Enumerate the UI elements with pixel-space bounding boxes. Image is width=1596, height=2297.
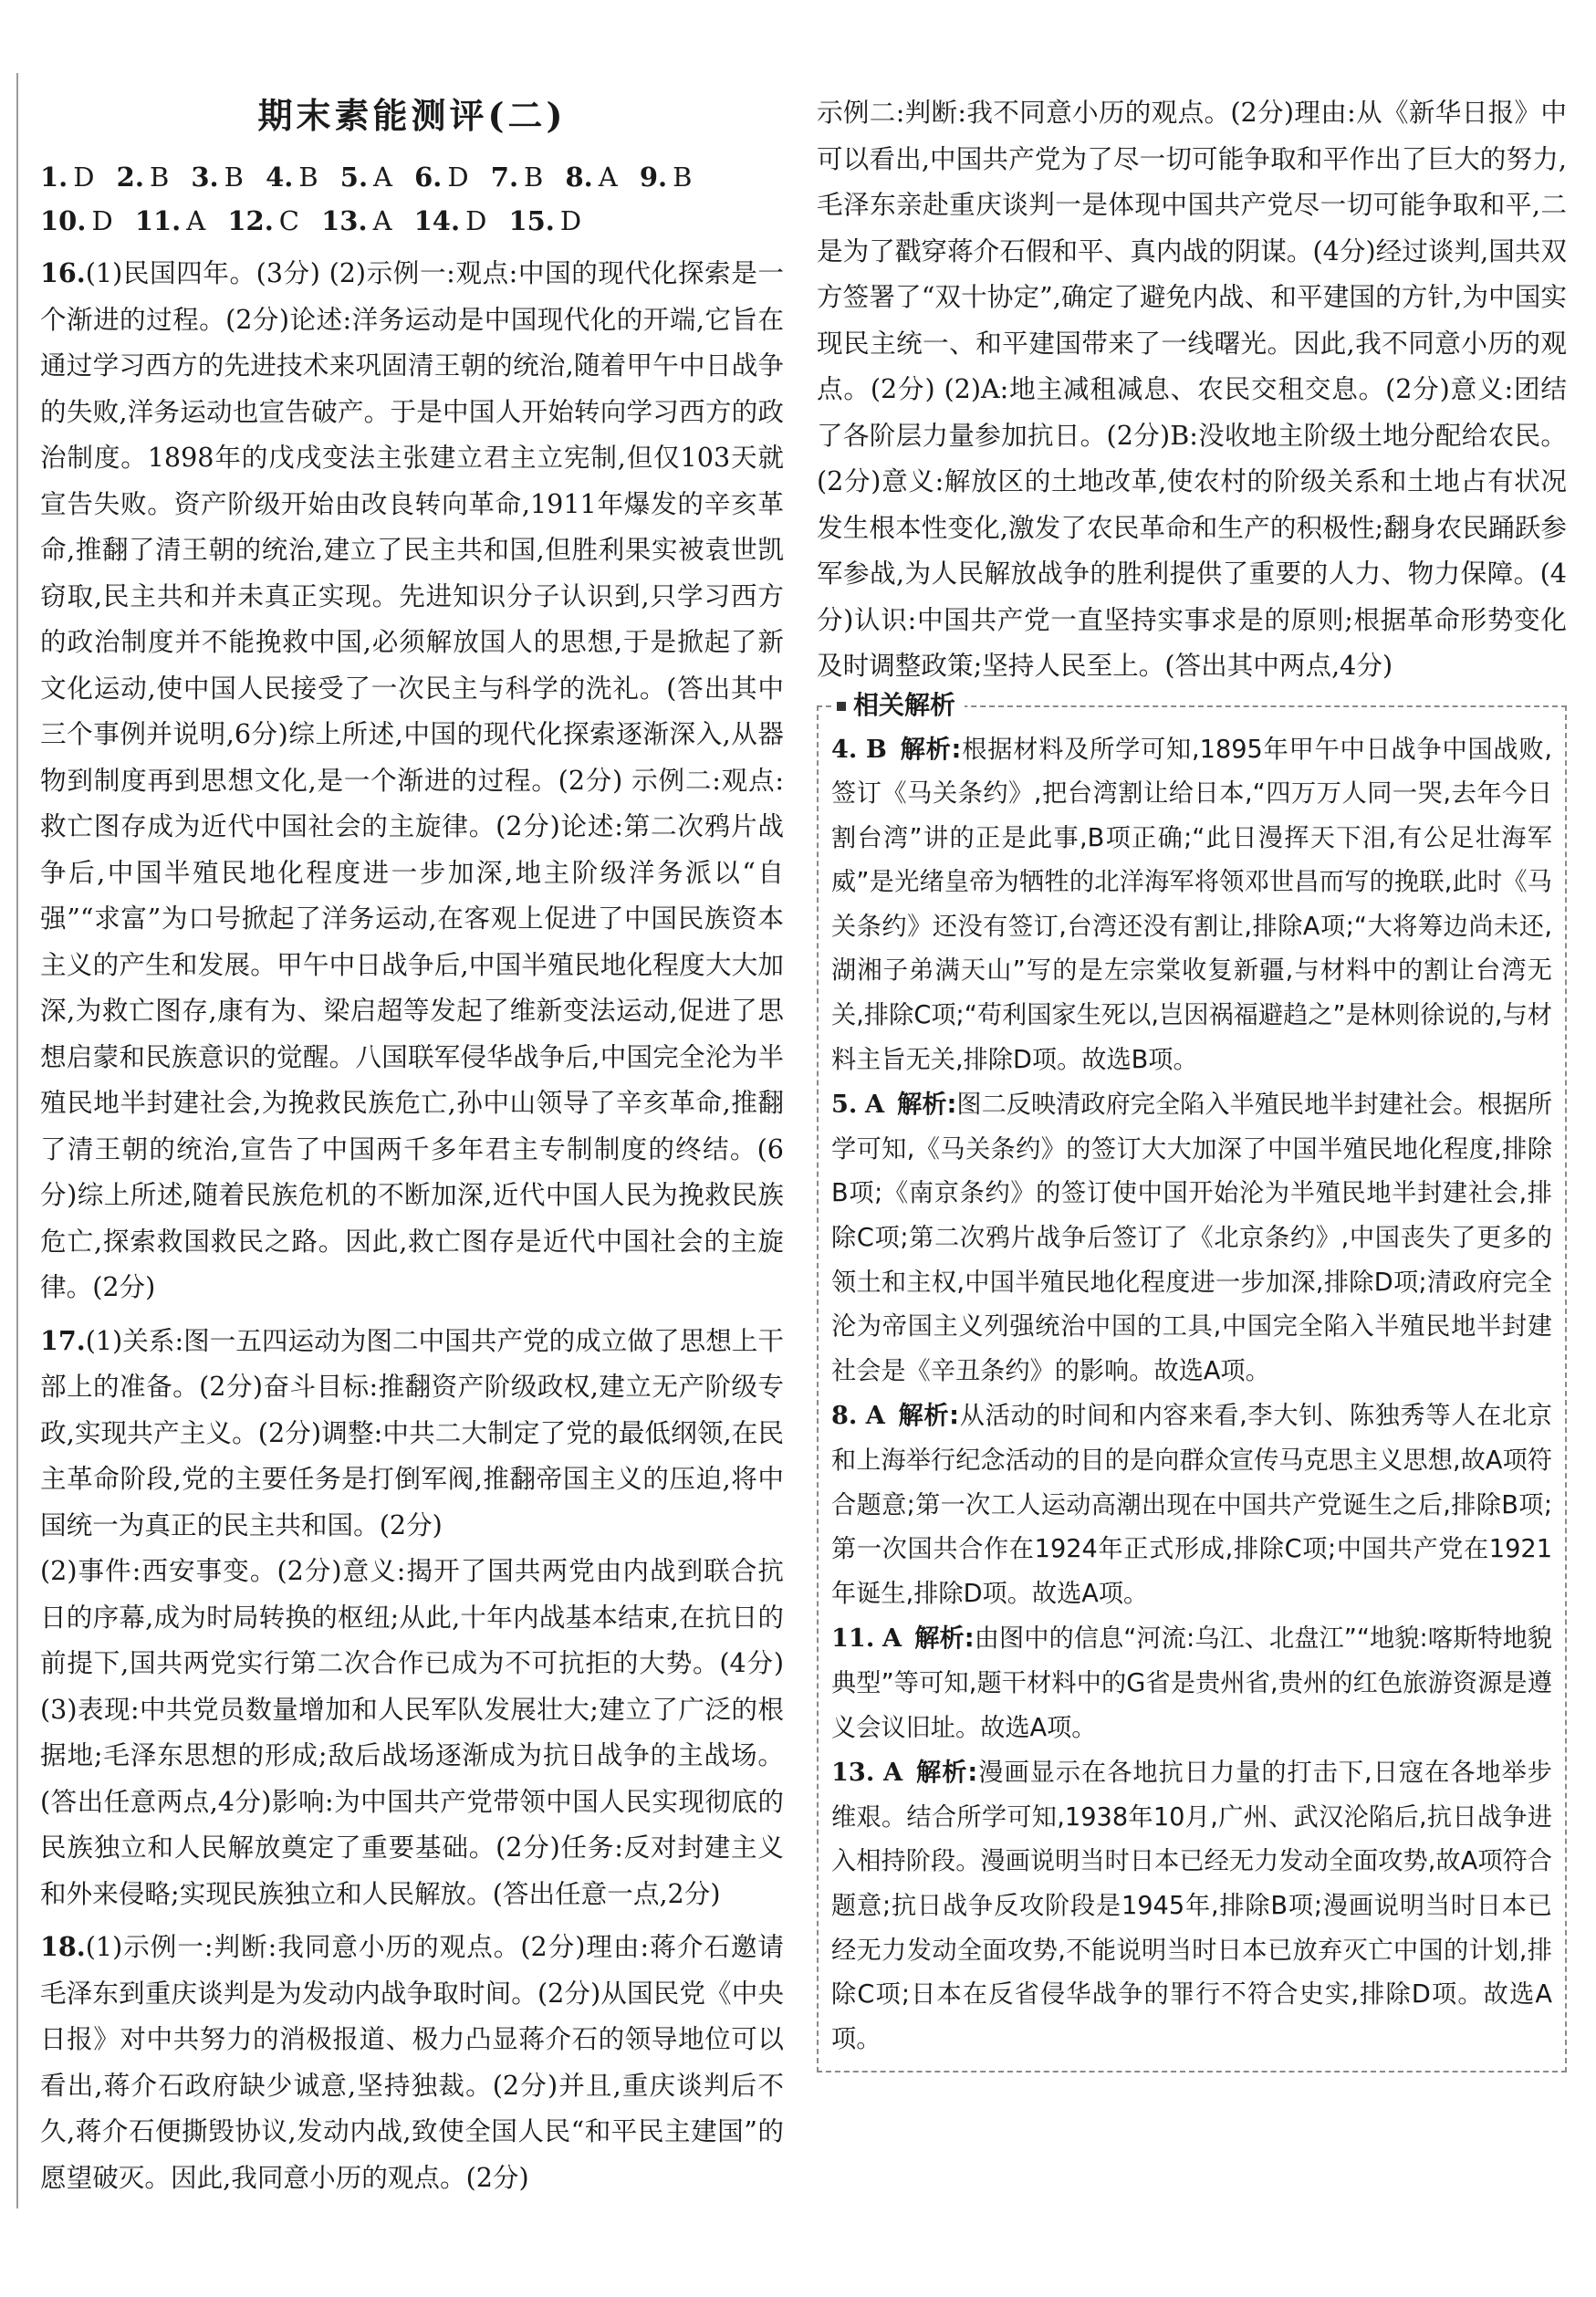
answer-item: 11. A — [134, 205, 206, 236]
answer-item: 10. D — [40, 205, 113, 236]
question-17-answer — [40, 1318, 784, 1549]
analysis-item: 13. A 解析:漫画显示在各地抗日力量的打击下,日寇在各地举步维艰。结合所学可知,1938年10月,广州、武汉沦陷后,抗日战争进入相持阶段。漫画说明当时日本已经无力发动全面攻势,故A项符合题意;抗日战争反攻阶段是1945年,排除B项;漫画说明当时日本已经无力发动全面攻势,不能说明当时日本已放弃灭亡中国的计划,排除C项;日本在反省侵华战争的罪行不符合史实,排除D项。故选A项。 — [831, 1758, 1552, 2053]
answer-text: 示例二:判断:我不同意小历的观点。(2分)理由:从《新华日报》中可以看出,中国共产党为了尽一切可能争取和平作出了巨大的努力,毛泽东亲赴重庆谈判一是体现中国共产党尽一切可能争取和平,二是为了戳穿蒋介石假和平、真内战的阴谋。(4分)经过谈判,国共双方签署了“双十协定”,确定了避免内战、和平建国的方针,为中国实现民主统一、和平建国带来了一线曙光。因此,我不同意小历的观点。(2分) (2)A:地主减租减息、农民交租交息。(2分)意义:团结了各阶层力量参加抗日。(2分)B:没收地主阶级土地分配给农民。(2分)意义:解放区的土地改革,使农村的阶级关系和土地占有状况发生根本性变化,激发了农民革命和生产的积极性;翻身农民踊跃参军参战,为人民解放战争的胜利提供了重要的人力、物力保障。(4分)认识:中国共产党一直坚持实事求是的原则;根据革命形势变化及时调整政策;坚持人民至上。(答出其中两点,4分) — [817, 97, 1567, 681]
question-18-answer-continued — [817, 89, 1567, 689]
question-16-answer — [40, 250, 784, 1310]
answer-item: 14. D — [413, 205, 487, 236]
answer-item: 2. B — [116, 162, 170, 193]
answer-item: 12. C — [227, 205, 299, 236]
analysis-header: 相关解析 — [831, 687, 965, 724]
answer-item: 6. D — [414, 162, 469, 193]
page-title: 期末素能测评(二) — [257, 95, 567, 136]
analysis-item: 4. B 解析:根据材料及所学可知,1895年甲午中日战争中国战败,签订《马关条约》,把台湾割让给日本,“四万万人同一哭,去年今日割台湾”讲的正是此事,B项正确;“此日漫挥天下泪,有公足壮海军威”是光绪皇帝为牺牲的北洋海军将领邓世昌而写的挽联,此时《马关条约》还没有签订,台湾还没有割让,排除A项;“大将筹边尚未还,湖湘子弟满天山”写的是左宗棠收复新疆,与材料中的割让台湾无关,排除C项;“苟利国家生死以,岂因祸福避趋之”是林则徐说的,与材料主旨无关,排除D项。故选B项。 — [831, 734, 1552, 1074]
analysis-item: 8. A 解析:从活动的时间和内容来看,李大钊、陈独秀等人在北京和上海举行纪念活动的目的是向群众宣传马克思主义思想,故A项符合题意;第一次工人运动高潮出现在中国共产党诞生之后,排除B项;第一次国共合作在1924年正式形成,排除C项;中国共产党在1921年诞生,排除D项。故选A项。 — [831, 1401, 1552, 1608]
question-number: 16. — [40, 257, 86, 288]
answer-key-row-2 — [40, 199, 784, 243]
question-number: 18. — [40, 1931, 86, 1962]
answer-item: 1. D — [40, 162, 95, 193]
question-18-answer — [40, 1924, 784, 2200]
answer-text: (1)关系:图一五四运动为图二中国共产党的成立做了思想上干部上的准备。(2分)奋斗目标:推翻资产阶级政权,建立无产阶级专政,实现共产主义。(2分)调整:中共二大制定了党的最低纲领,在民主革命阶段,党的主要任务是打倒军阀,推翻帝国主义的压迫,将中国统一为真正的民主共和国。(2分) — [40, 1324, 784, 1540]
answer-item: 9. B — [639, 162, 693, 193]
answer-text: (1)示例一:判断:我同意小历的观点。(2分)理由:蒋介石邀请毛泽东到重庆谈判是为发动内战争取时间。(2分)从国民党《中央日报》对中共努力的消极报道、极力凸显蒋介石的领导地位可以看出,蒋介石政府缺少诚意,坚持独裁。(2分)并且,重庆谈判后不久,蒋介石便撕毁协议,发动内战,致使全国人民“和平民主建国”的愿望破灭。因此,我同意小历的观点。(2分) — [40, 1931, 784, 2193]
right-column — [817, 89, 1567, 2073]
left-column — [40, 91, 784, 2200]
answer-text: (2)事件:西安事变。(2分)意义:揭开了国共两党由内战到联合抗日的序幕,成为时局转换的枢纽;从此,十年内战基本结束,在抗日的前提下,国共两党实行第二次合作已成为不可抗拒的大势。(4分) (3)表现:中共党员数量增加和人民军队发展壮大;建立了广泛的根据地;毛泽东思想的形成;敌后战场逐渐成为抗日战争的主战场。(答出任意两点,4分)影响:为中国共产党带领中国人民实现彻底的民族独立和人民解放奠定了重要基础。(2分)任务:反对封建主义和外来侵略;实现民族独立和人民解放。(答出任意一点,2分) — [40, 1555, 784, 1909]
answer-item: 7. B — [490, 162, 544, 193]
answer-item: 8. A — [565, 162, 618, 193]
answer-item: 3. B — [191, 162, 244, 193]
analysis-section — [817, 689, 1567, 2073]
answer-item: 5. A — [339, 162, 392, 193]
answer-key-row-1 — [40, 155, 784, 199]
question-17-answer-part-2 — [40, 1548, 784, 1916]
question-number: 17. — [40, 1324, 86, 1356]
analysis-item: 5. A 解析:图二反映清政府完全陷入半殖民地半封建社会。根据所学可知,《马关条约》的签订大大加深了中国半殖民地化程度,排除B项;《南京条约》的签订使中国开始沦为半殖民地半封建社会,排除C项;第二次鸦片战争后签订了《北京条约》,中国丧失了更多的领土和主权,中国半殖民地化程度进一步加深,排除D项;清政府完全沦为帝国主义列强统治中国的工具,中国完全陷入半殖民地半封建社会是《辛丑条约》的影响。故选A项。 — [831, 1090, 1552, 1385]
answer-item: 13. A — [321, 205, 392, 236]
answer-item: 4. B — [266, 162, 318, 193]
left-margin-rule — [16, 73, 18, 2208]
answer-item: 15. D — [508, 205, 582, 236]
analysis-item: 11. A 解析:由图中的信息“河流:乌江、北盘江”“地貌:喀斯特地貌典型”等可知,题干材料中的G省是贵州省,贵州的红色旅游资源是遵义会议旧址。故选A项。 — [831, 1624, 1552, 1742]
answer-text: (1)民国四年。(3分) (2)示例一:观点:中国的现代化探索是一个渐进的过程。(2分)论述:洋务运动是中国现代化的开端,它旨在通过学习西方的先进技术来巩固清王朝的统治,随着甲午中日战争的失败,洋务运动也宣告破产。于是中国人开始转向学习西方的政治制度。1898年的戊戌变法主张建立君主立宪制,但仅103天就宣告失败。资产阶级开始由改良转向革命,1911年爆发的辛亥革命,推翻了清王朝的统治,建立了民主共和国,但胜利果实被袁世凯窃取,民主共和并未真正实现。先进知识分子认识到,只学习西方的政治制度并不能挽救中国,必须解放国人的思想,于是掀起了新文化运动,使中国人民接受了一次民主与科学的洗礼。(答出其中三个事例并说明,6分)综上所述,中国的现代化探索逐渐深入,从器物到制度再到思想文化,是一个渐进的过程。(2分) 示例二:观点:救亡图存成为近代中国社会的主旋律。(2分)论述:第二次鸦片战争后,中国半殖民地化程度进一步加深,地主阶级洋务派以“自强”“求富”为口号掀起了洋务运动,在客观上促进了中国民族资本主义的产生和发展。甲午中日战争后,中国半殖民地化程度大大加深,为救亡图存,康有为、梁启超等发起了维新变法运动,促进了思想启蒙和民族意识的觉醒。八国联军侵华战争后,中国完全沦为半殖民地半封建社会,为挽救民族危亡,孙中山领导了辛亥革命,推翻了清王朝的统治,宣告了中国两千多年君主专制制度的终结。(6分)综上所述,随着民族危机的不断加深,近代中国人民为挽救民族危亡,探索救国救民之路。因此,救亡图存是近代中国社会的主旋律。(2分) — [40, 257, 784, 1302]
